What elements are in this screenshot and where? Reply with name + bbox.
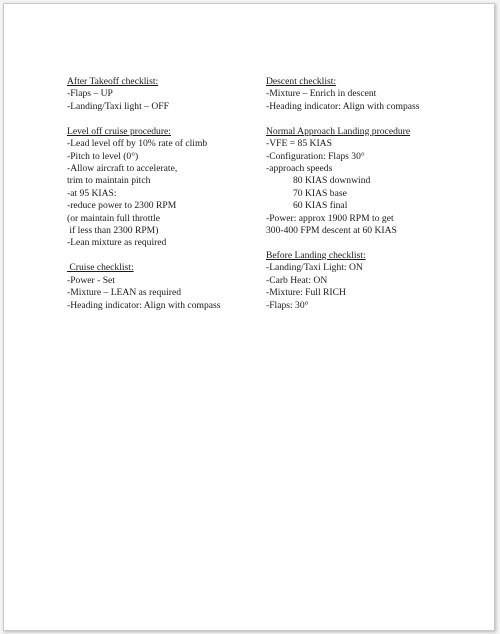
checklist-line: -Mixture – LEAN as required — [67, 287, 182, 299]
descent-checklist — [266, 76, 456, 113]
section-title: After Takeoff checklist: — [67, 76, 159, 87]
checklist-line: -Mixture: Full RICH — [266, 287, 346, 299]
checklist-line: -Landing/Taxi light – OFF — [67, 100, 169, 112]
after-takeoff-checklist — [67, 76, 257, 113]
left-column — [67, 76, 257, 325]
level-off-cruise-procedure — [67, 126, 257, 250]
approach-speed-line: 70 KIAS base — [293, 187, 347, 199]
checklist-line: -Flaps – UP — [67, 88, 113, 100]
section-title: Cruise checklist: — [67, 262, 134, 274]
checklist-line: -Carb Heat: ON — [266, 274, 328, 286]
document-page — [3, 3, 495, 631]
cruise-checklist — [67, 262, 257, 312]
section-title: Normal Approach Landing procedure — [266, 125, 411, 137]
approach-speed-line: 60 KIAS final — [293, 200, 348, 212]
procedure-line: -reduce power to 2300 RPM — [67, 200, 177, 212]
procedure-line: -approach speeds — [266, 163, 333, 175]
procedure-line: trim to maintain pitch — [67, 175, 151, 187]
procedure-line: -Lean mixture as required — [67, 237, 167, 249]
procedure-line: -Allow aircraft to accelerate, — [67, 163, 178, 175]
procedure-line: -Configuration: Flaps 30° — [266, 150, 365, 162]
procedure-line: -at 95 KIAS: — [67, 187, 117, 199]
procedure-line: -Lead level off by 10% rate of climb — [67, 138, 208, 150]
section-title: Before Landing checklist: — [266, 250, 366, 262]
procedure-line: 300-400 FPM descent at 60 KIAS — [266, 225, 397, 237]
right-column — [266, 76, 456, 325]
checklist-line: -Landing/Taxi Light: ON — [266, 262, 363, 274]
procedure-line: (or maintain full throttle — [67, 212, 160, 224]
section-title: Level off cruise procedure: — [67, 125, 171, 137]
checklist-line: -Mixture – Enrich in descent — [266, 88, 377, 100]
checklist-line: -Heading indicator: Align with compass — [266, 100, 420, 112]
procedure-line: if less than 2300 RPM) — [67, 225, 159, 237]
checklist-line: -Flaps: 30° — [266, 299, 309, 311]
section-title: Descent checklist: — [266, 76, 337, 87]
procedure-line: -Pitch to level (0°) — [67, 150, 139, 162]
approach-speed-line: 80 KIAS downwind — [293, 175, 371, 187]
procedure-line: -Power: approx 1900 RPM to get — [266, 212, 394, 224]
before-landing-checklist — [266, 250, 456, 312]
checklist-line: -Heading indicator: Align with compass — [67, 299, 221, 311]
procedure-line: -VFE = 85 KIAS — [266, 138, 332, 150]
checklist-line: -Power - Set — [67, 274, 115, 286]
normal-approach-landing-procedure — [266, 126, 456, 238]
